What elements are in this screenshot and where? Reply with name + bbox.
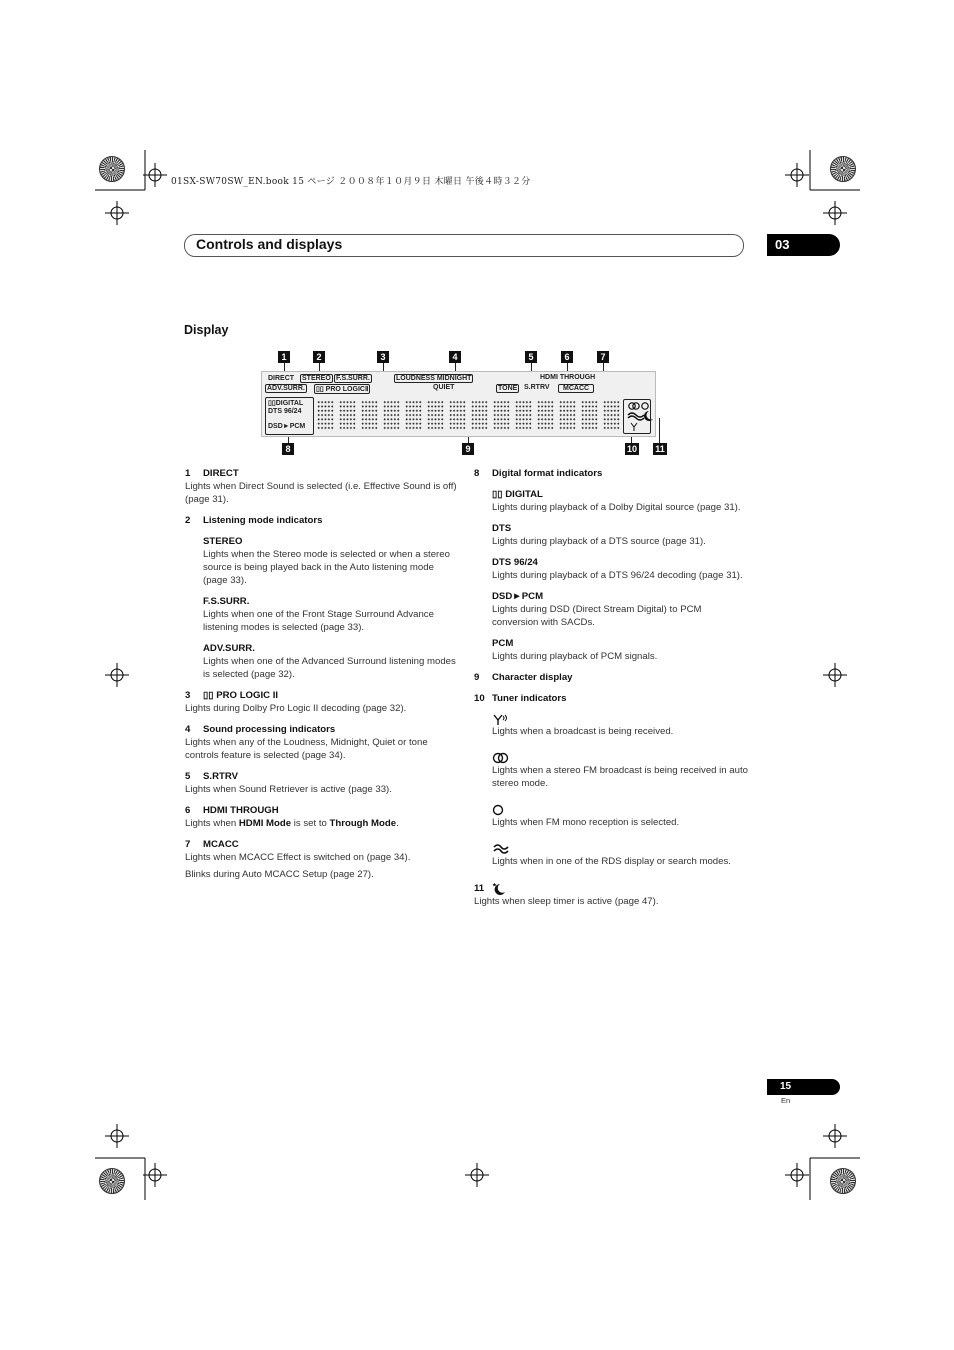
- char-cell: [361, 400, 378, 430]
- item-pro-logic: 3 ▯▯ PRO LOGIC II Lights during Dolby Pro Logic II decoding (page 32).: [185, 690, 407, 714]
- digital-format-box: [265, 397, 314, 435]
- item-fs-surr: F.S.SURR. Lights when one of the Front Stage Surround Advance listening modes is selected (page 33).: [203, 596, 434, 633]
- char-cell: [339, 400, 356, 430]
- page-title: Controls and displays: [196, 236, 343, 252]
- label-stereo: STEREO: [302, 375, 331, 382]
- item-tuner-indicators: 10 Tuner indicators: [474, 693, 567, 704]
- right-column: [474, 467, 749, 908]
- page-number-tab: [767, 1079, 840, 1095]
- stereo-rings-icon: [492, 752, 510, 764]
- sleep-icon: [642, 409, 654, 421]
- item-dts: DTS Lights during playback of a DTS source (page 31).: [492, 523, 706, 547]
- item-hdmi-through: 6 HDMI THROUGH Lights when HDMI Mode is set to Through Mode.: [185, 805, 399, 829]
- callout-11: 11: [653, 443, 667, 455]
- callout-2: 2: [313, 351, 325, 363]
- callout-6: 6: [561, 351, 573, 363]
- char-cell: [383, 400, 400, 430]
- label-pro-logic: ▯▯ PRO LOGICⅡ: [316, 386, 369, 393]
- chapter-number: 03: [775, 237, 790, 252]
- callout-10: 10: [626, 444, 637, 454]
- char-cell: [427, 400, 444, 430]
- antenna-icon: [492, 713, 508, 725]
- label-loudness-midnight: LOUDNESS MIDNIGHT: [396, 375, 472, 382]
- callout-7: 7: [597, 351, 609, 363]
- item-sleep: 11 Lights when sleep timer is active (page 47).: [474, 883, 659, 907]
- item-stereo: STEREO Lights when the Stereo mode is selected or when a stereo source is being played back in the Auto listening mode (page 33).: [203, 536, 450, 586]
- char-cell: [559, 400, 576, 430]
- callout-3: 3: [377, 351, 389, 363]
- page-number: 15: [780, 1081, 792, 1092]
- label-tone: TONE: [498, 385, 518, 392]
- item-digital-format: 8 Digital format indicators: [474, 468, 603, 479]
- dolby-icon: ▯▯: [492, 489, 506, 500]
- char-cell: [581, 400, 598, 430]
- item-mcacc: 7 MCACC Lights when MCACC Effect is switched on (page 34). Blinks during Auto MCACC Setup (page 27).: [185, 839, 411, 880]
- label-direct: DIRECT: [268, 375, 295, 382]
- item-dsd-pcm: DSD►PCM Lights during DSD (Direct Stream Digital) to PCM conversion with SACDs.: [492, 591, 702, 628]
- item-stereo-fm: Lights when a stereo FM broadcast is being received in auto stereo mode.: [474, 752, 749, 790]
- item-sound-processing: 4 Sound processing indicators Lights when any of the Loudness, Midnight, Quiet or tone controls feature is selected (page 34).: [185, 724, 428, 761]
- char-cell: [515, 400, 532, 430]
- callout-8: 8: [282, 443, 294, 455]
- left-column: [185, 467, 460, 881]
- display-panel: [261, 371, 656, 437]
- item-rds: Lights when in one of the RDS display or search modes.: [474, 843, 749, 868]
- item-mono-fm: Lights when FM mono reception is selected.: [474, 804, 749, 829]
- char-cell: [449, 400, 466, 430]
- label-dsd-pcm: DSD►PCM: [268, 423, 306, 430]
- dolby-icon: ▯▯: [268, 400, 276, 407]
- char-cell: [405, 400, 422, 430]
- dolby-icon: ▯▯: [203, 690, 217, 701]
- item-listening-mode: 2 Listening mode indicators: [185, 515, 323, 526]
- label-hdmi-through: HDMI THROUGH: [540, 374, 596, 381]
- item-pcm: PCM Lights during playback of PCM signals.: [492, 638, 658, 662]
- label-digital: ▯▯DIGITAL: [268, 400, 304, 407]
- character-display: [317, 400, 620, 430]
- section-title: Display: [184, 323, 229, 337]
- mono-ring-icon: [492, 804, 506, 816]
- item-adv-surr: ADV.SURR. Lights when one of the Advanced Surround listening modes is selected (page 32).: [203, 643, 456, 680]
- item-tuned: Lights when a broadcast is being received.: [474, 713, 749, 738]
- char-cell: [317, 400, 334, 430]
- label-mcacc: MCACC: [558, 384, 594, 393]
- label-s-rtrv: S.RTRV: [524, 384, 550, 391]
- dolby-icon: ▯▯: [316, 386, 324, 393]
- callout-5: 5: [525, 351, 537, 363]
- char-cell: [537, 400, 554, 430]
- label-dts-96-24: DTS 96/24: [268, 408, 302, 415]
- callout-4: 4: [449, 351, 461, 363]
- label-fs-surr: F.S.SURR.: [336, 375, 370, 382]
- language-code: En: [781, 1096, 791, 1105]
- callout-9: 9: [462, 443, 474, 455]
- item-dts-96-24: DTS 96/24 Lights during playback of a DTS 96/24 decoding (page 31).: [492, 557, 743, 581]
- item-character-display: 9 Character display: [474, 672, 573, 683]
- char-cell: [471, 400, 488, 430]
- item-s-rtrv: 5 S.RTRV Lights when Sound Retriever is active (page 33).: [185, 771, 392, 795]
- char-cell: [493, 400, 510, 430]
- sleep-icon: [492, 882, 506, 895]
- label-quiet: QUIET: [433, 384, 455, 391]
- char-cell: [603, 400, 620, 430]
- item-dolby-digital: ▯▯ DIGITAL Lights during playback of a Dolby Digital source (page 31).: [492, 489, 741, 513]
- display-diagram: [0, 0, 954, 470]
- item-direct: 1 DIRECT Lights when Direct Sound is selected (i.e. Effective Sound is off) (page 31).: [185, 468, 457, 505]
- print-header-line: 01SX-SW70SW_EN.book 15 ページ ２００８年１０月９日 木曜日 午後４時３２分: [171, 177, 531, 187]
- callout-1: 1: [278, 351, 290, 363]
- label-adv-surr: ADV.SURR.: [267, 385, 305, 392]
- rds-icon: [492, 843, 510, 855]
